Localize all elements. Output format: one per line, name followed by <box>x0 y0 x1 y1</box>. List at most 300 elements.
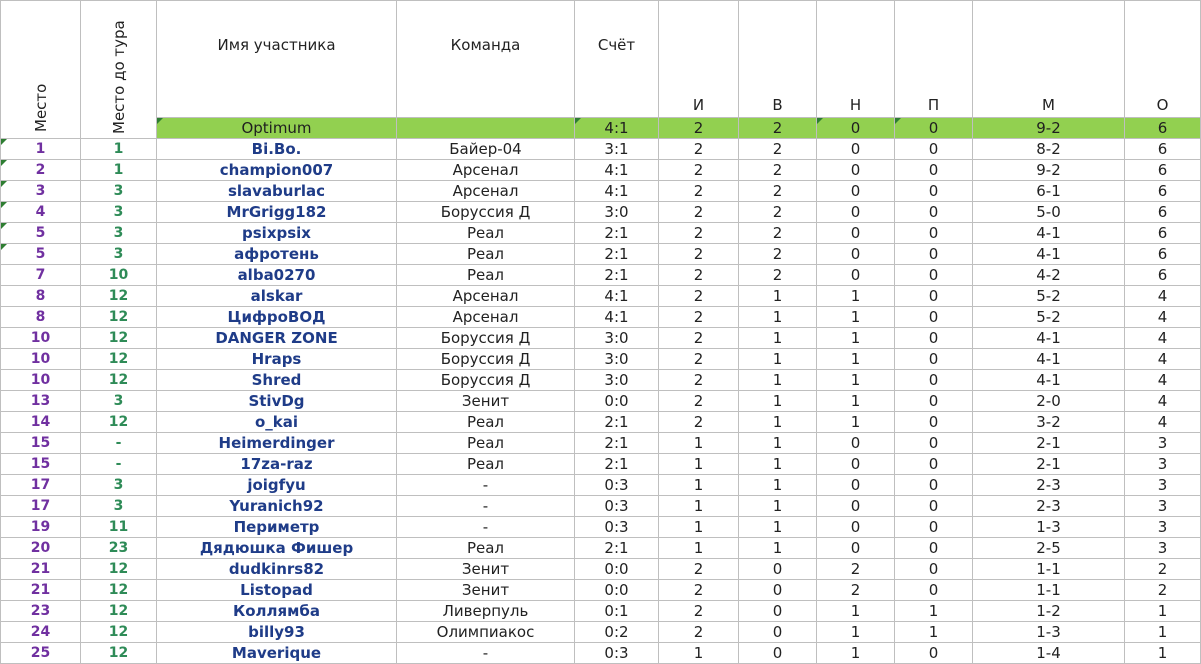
participant-name: афротень <box>157 244 397 265</box>
participant-name: StivDg <box>157 391 397 412</box>
team-cell: - <box>397 496 575 517</box>
goals-cell: 8-2 <box>973 139 1125 160</box>
place-cell: 17 <box>1 475 81 496</box>
prev-place-cell: - <box>81 454 157 475</box>
prev-place-cell: - <box>81 433 157 454</box>
goals-cell: 2-3 <box>973 496 1125 517</box>
draws-cell: 0 <box>817 517 895 538</box>
optimum-points: 6 <box>1125 118 1201 139</box>
optimum-draws: 0 <box>817 118 895 139</box>
goals-cell: 1-1 <box>973 580 1125 601</box>
place-cell: 15 <box>1 433 81 454</box>
team-cell: - <box>397 643 575 664</box>
header-losses: П <box>895 1 973 118</box>
prev-place-cell: 23 <box>81 538 157 559</box>
wins-cell: 1 <box>739 496 817 517</box>
score-cell: 2:1 <box>575 454 659 475</box>
prev-place-cell: 12 <box>81 328 157 349</box>
losses-cell: 0 <box>895 391 973 412</box>
participant-name: Heimerdinger <box>157 433 397 454</box>
participant-name: Коллямба <box>157 601 397 622</box>
games-cell: 2 <box>659 160 739 181</box>
place-cell: 25 <box>1 643 81 664</box>
participant-name: Yuranich92 <box>157 496 397 517</box>
score-cell: 0:0 <box>575 580 659 601</box>
optimum-wins: 2 <box>739 118 817 139</box>
points-cell: 3 <box>1125 475 1201 496</box>
wins-cell: 1 <box>739 454 817 475</box>
table-row <box>1 622 1201 643</box>
points-cell: 1 <box>1125 622 1201 643</box>
table-row <box>1 370 1201 391</box>
score-cell: 4:1 <box>575 307 659 328</box>
draws-cell: 0 <box>817 160 895 181</box>
prev-place-cell: 3 <box>81 202 157 223</box>
goals-cell: 4-1 <box>973 349 1125 370</box>
place-cell: 21 <box>1 559 81 580</box>
draws-cell: 1 <box>817 328 895 349</box>
wins-cell: 2 <box>739 244 817 265</box>
header-prev-place: Место до тура <box>109 20 128 134</box>
points-cell: 3 <box>1125 538 1201 559</box>
points-cell: 6 <box>1125 139 1201 160</box>
table-row <box>1 160 1201 181</box>
team-cell: Реал <box>397 454 575 475</box>
games-cell: 1 <box>659 517 739 538</box>
losses-cell: 0 <box>895 475 973 496</box>
wins-cell: 0 <box>739 580 817 601</box>
participant-name: alba0270 <box>157 265 397 286</box>
place-cell: 21 <box>1 580 81 601</box>
table-row <box>1 181 1201 202</box>
games-cell: 2 <box>659 286 739 307</box>
participant-name: Shred <box>157 370 397 391</box>
wins-cell: 1 <box>739 433 817 454</box>
draws-cell: 1 <box>817 412 895 433</box>
score-cell: 2:1 <box>575 433 659 454</box>
team-cell: Арсенал <box>397 181 575 202</box>
score-cell: 0:0 <box>575 391 659 412</box>
participant-name: Дядюшка Фишер <box>157 538 397 559</box>
table-row <box>1 307 1201 328</box>
draws-cell: 2 <box>817 580 895 601</box>
games-cell: 2 <box>659 202 739 223</box>
wins-cell: 0 <box>739 601 817 622</box>
table-row <box>1 328 1201 349</box>
header-goals: М <box>973 1 1125 118</box>
goals-cell: 5-2 <box>973 307 1125 328</box>
table-row <box>1 643 1201 664</box>
losses-cell: 0 <box>895 328 973 349</box>
wins-cell: 1 <box>739 475 817 496</box>
wins-cell: 1 <box>739 307 817 328</box>
draws-cell: 0 <box>817 433 895 454</box>
participant-name: joigfyu <box>157 475 397 496</box>
team-cell: - <box>397 517 575 538</box>
place-cell: 24 <box>1 622 81 643</box>
optimum-losses: 0 <box>895 118 973 139</box>
wins-cell: 1 <box>739 286 817 307</box>
goals-cell: 1-2 <box>973 601 1125 622</box>
place-cell: 5 <box>1 223 81 244</box>
score-cell: 3:0 <box>575 328 659 349</box>
goals-cell: 4-1 <box>973 223 1125 244</box>
score-cell: 4:1 <box>575 286 659 307</box>
games-cell: 1 <box>659 433 739 454</box>
draws-cell: 2 <box>817 559 895 580</box>
goals-cell: 2-3 <box>973 475 1125 496</box>
wins-cell: 0 <box>739 559 817 580</box>
points-cell: 6 <box>1125 181 1201 202</box>
score-cell: 0:0 <box>575 559 659 580</box>
points-cell: 6 <box>1125 223 1201 244</box>
team-cell: Реал <box>397 538 575 559</box>
draws-cell: 0 <box>817 496 895 517</box>
team-cell: Боруссия Д <box>397 328 575 349</box>
points-cell: 6 <box>1125 160 1201 181</box>
points-cell: 2 <box>1125 559 1201 580</box>
wins-cell: 0 <box>739 622 817 643</box>
draws-cell: 0 <box>817 202 895 223</box>
table-row <box>1 202 1201 223</box>
draws-cell: 0 <box>817 139 895 160</box>
losses-cell: 0 <box>895 433 973 454</box>
points-cell: 4 <box>1125 412 1201 433</box>
team-cell: Реал <box>397 412 575 433</box>
team-cell: Реал <box>397 223 575 244</box>
participant-name: psixpsix <box>157 223 397 244</box>
prev-place-cell: 3 <box>81 496 157 517</box>
header-prev-place-cell <box>81 1 157 139</box>
table-row <box>1 412 1201 433</box>
points-cell: 3 <box>1125 433 1201 454</box>
team-cell: Зенит <box>397 559 575 580</box>
participant-name: slavaburlac <box>157 181 397 202</box>
goals-cell: 1-3 <box>973 517 1125 538</box>
goals-cell: 4-1 <box>973 328 1125 349</box>
place-cell: 10 <box>1 328 81 349</box>
team-cell: Олимпиакос <box>397 622 575 643</box>
table-row <box>1 538 1201 559</box>
prev-place-cell: 12 <box>81 601 157 622</box>
goals-cell: 4-2 <box>973 265 1125 286</box>
wins-cell: 1 <box>739 349 817 370</box>
team-cell: Зенит <box>397 580 575 601</box>
header-place: Место <box>31 83 50 132</box>
losses-cell: 0 <box>895 643 973 664</box>
score-cell: 2:1 <box>575 223 659 244</box>
header-wins: В <box>739 1 817 118</box>
games-cell: 2 <box>659 307 739 328</box>
wins-cell: 2 <box>739 223 817 244</box>
prev-place-cell: 12 <box>81 559 157 580</box>
games-cell: 1 <box>659 643 739 664</box>
place-cell: 2 <box>1 160 81 181</box>
place-cell: 10 <box>1 370 81 391</box>
games-cell: 2 <box>659 412 739 433</box>
points-cell: 3 <box>1125 454 1201 475</box>
participant-name: Listopad <box>157 580 397 601</box>
place-cell: 19 <box>1 517 81 538</box>
place-cell: 20 <box>1 538 81 559</box>
goals-cell: 4-1 <box>973 370 1125 391</box>
wins-cell: 1 <box>739 370 817 391</box>
prev-place-cell: 1 <box>81 160 157 181</box>
team-cell: Боруссия Д <box>397 370 575 391</box>
prev-place-cell: 12 <box>81 286 157 307</box>
draws-cell: 1 <box>817 349 895 370</box>
team-cell: Реал <box>397 265 575 286</box>
goals-cell: 4-1 <box>973 244 1125 265</box>
prev-place-cell: 12 <box>81 622 157 643</box>
score-cell: 0:3 <box>575 643 659 664</box>
points-cell: 6 <box>1125 244 1201 265</box>
table-row <box>1 601 1201 622</box>
header-name: Имя участника <box>157 1 397 118</box>
draws-cell: 1 <box>817 643 895 664</box>
team-cell: Боруссия Д <box>397 202 575 223</box>
place-cell: 13 <box>1 391 81 412</box>
draws-cell: 0 <box>817 454 895 475</box>
wins-cell: 1 <box>739 391 817 412</box>
losses-cell: 0 <box>895 412 973 433</box>
score-cell: 3:0 <box>575 349 659 370</box>
table-row <box>1 265 1201 286</box>
team-cell: Байер-04 <box>397 139 575 160</box>
table-row <box>1 349 1201 370</box>
games-cell: 2 <box>659 244 739 265</box>
points-cell: 4 <box>1125 286 1201 307</box>
team-cell: Реал <box>397 244 575 265</box>
participant-name: Bi.Bo. <box>157 139 397 160</box>
participant-name: Hraps <box>157 349 397 370</box>
losses-cell: 1 <box>895 601 973 622</box>
prev-place-cell: 1 <box>81 139 157 160</box>
draws-cell: 0 <box>817 475 895 496</box>
games-cell: 2 <box>659 265 739 286</box>
team-cell: Ливерпуль <box>397 601 575 622</box>
optimum-row <box>1 118 1201 139</box>
participant-name: 17za-raz <box>157 454 397 475</box>
wins-cell: 1 <box>739 517 817 538</box>
score-cell: 2:1 <box>575 265 659 286</box>
prev-place-cell: 3 <box>81 475 157 496</box>
table-row <box>1 391 1201 412</box>
participant-name: Периметр <box>157 517 397 538</box>
games-cell: 2 <box>659 601 739 622</box>
draws-cell: 1 <box>817 391 895 412</box>
score-cell: 2:1 <box>575 538 659 559</box>
wins-cell: 2 <box>739 181 817 202</box>
games-cell: 1 <box>659 538 739 559</box>
table-row <box>1 286 1201 307</box>
optimum-name: Optimum <box>157 118 397 139</box>
games-cell: 2 <box>659 559 739 580</box>
draws-cell: 0 <box>817 538 895 559</box>
wins-cell: 1 <box>739 538 817 559</box>
score-cell: 3:1 <box>575 139 659 160</box>
place-cell: 3 <box>1 181 81 202</box>
wins-cell: 2 <box>739 160 817 181</box>
place-cell: 23 <box>1 601 81 622</box>
games-cell: 2 <box>659 391 739 412</box>
goals-cell: 9-2 <box>973 160 1125 181</box>
wins-cell: 0 <box>739 643 817 664</box>
points-cell: 4 <box>1125 307 1201 328</box>
score-cell: 0:2 <box>575 622 659 643</box>
team-cell: Арсенал <box>397 307 575 328</box>
goals-cell: 5-2 <box>973 286 1125 307</box>
draws-cell: 0 <box>817 244 895 265</box>
prev-place-cell: 3 <box>81 244 157 265</box>
games-cell: 1 <box>659 496 739 517</box>
losses-cell: 0 <box>895 559 973 580</box>
score-cell: 0:3 <box>575 475 659 496</box>
score-cell: 0:3 <box>575 496 659 517</box>
place-cell: 17 <box>1 496 81 517</box>
optimum-score: 4:1 <box>575 118 659 139</box>
goals-cell: 6-1 <box>973 181 1125 202</box>
games-cell: 2 <box>659 622 739 643</box>
games-cell: 1 <box>659 454 739 475</box>
prev-place-cell: 11 <box>81 517 157 538</box>
losses-cell: 0 <box>895 538 973 559</box>
games-cell: 2 <box>659 370 739 391</box>
table-row <box>1 496 1201 517</box>
participant-name: ЦифроВОД <box>157 307 397 328</box>
goals-cell: 1-3 <box>973 622 1125 643</box>
place-cell: 4 <box>1 202 81 223</box>
table-row <box>1 223 1201 244</box>
prev-place-cell: 3 <box>81 181 157 202</box>
losses-cell: 0 <box>895 307 973 328</box>
losses-cell: 0 <box>895 160 973 181</box>
goals-cell: 2-1 <box>973 433 1125 454</box>
score-cell: 3:0 <box>575 202 659 223</box>
wins-cell: 1 <box>739 328 817 349</box>
prev-place-cell: 10 <box>81 265 157 286</box>
losses-cell: 1 <box>895 622 973 643</box>
losses-cell: 0 <box>895 580 973 601</box>
losses-cell: 0 <box>895 517 973 538</box>
games-cell: 2 <box>659 328 739 349</box>
prev-place-cell: 12 <box>81 412 157 433</box>
losses-cell: 0 <box>895 139 973 160</box>
points-cell: 4 <box>1125 370 1201 391</box>
wins-cell: 2 <box>739 265 817 286</box>
score-cell: 4:1 <box>575 160 659 181</box>
team-cell: - <box>397 475 575 496</box>
points-cell: 3 <box>1125 496 1201 517</box>
table-row <box>1 244 1201 265</box>
participant-name: alskar <box>157 286 397 307</box>
participant-name: dudkinrs82 <box>157 559 397 580</box>
header-place-cell <box>1 1 81 139</box>
games-cell: 2 <box>659 580 739 601</box>
points-cell: 1 <box>1125 601 1201 622</box>
goals-cell: 5-0 <box>973 202 1125 223</box>
wins-cell: 1 <box>739 412 817 433</box>
score-cell: 0:3 <box>575 517 659 538</box>
goals-cell: 1-1 <box>973 559 1125 580</box>
team-cell: Зенит <box>397 391 575 412</box>
goals-cell: 3-2 <box>973 412 1125 433</box>
header-row <box>1 1 1201 118</box>
score-cell: 2:1 <box>575 412 659 433</box>
place-cell: 8 <box>1 307 81 328</box>
participant-name: Maverique <box>157 643 397 664</box>
draws-cell: 1 <box>817 370 895 391</box>
participant-name: DANGER ZONE <box>157 328 397 349</box>
losses-cell: 0 <box>895 370 973 391</box>
team-cell: Боруссия Д <box>397 349 575 370</box>
losses-cell: 0 <box>895 454 973 475</box>
participant-name: champion007 <box>157 160 397 181</box>
header-score: Счёт <box>575 1 659 118</box>
draws-cell: 1 <box>817 601 895 622</box>
place-cell: 14 <box>1 412 81 433</box>
points-cell: 6 <box>1125 202 1201 223</box>
wins-cell: 2 <box>739 139 817 160</box>
prev-place-cell: 12 <box>81 307 157 328</box>
header-team: Команда <box>397 1 575 118</box>
draws-cell: 1 <box>817 286 895 307</box>
place-cell: 1 <box>1 139 81 160</box>
table-row <box>1 580 1201 601</box>
score-cell: 2:1 <box>575 244 659 265</box>
games-cell: 2 <box>659 349 739 370</box>
place-cell: 7 <box>1 265 81 286</box>
prev-place-cell: 12 <box>81 580 157 601</box>
games-cell: 2 <box>659 139 739 160</box>
score-cell: 3:0 <box>575 370 659 391</box>
place-cell: 8 <box>1 286 81 307</box>
points-cell: 4 <box>1125 349 1201 370</box>
table-row <box>1 139 1201 160</box>
place-cell: 10 <box>1 349 81 370</box>
prev-place-cell: 12 <box>81 370 157 391</box>
points-cell: 3 <box>1125 517 1201 538</box>
table-row <box>1 559 1201 580</box>
games-cell: 1 <box>659 475 739 496</box>
place-cell: 5 <box>1 244 81 265</box>
losses-cell: 0 <box>895 349 973 370</box>
draws-cell: 0 <box>817 265 895 286</box>
place-cell: 15 <box>1 454 81 475</box>
table-row <box>1 454 1201 475</box>
team-cell: Реал <box>397 433 575 454</box>
goals-cell: 1-4 <box>973 643 1125 664</box>
score-cell: 4:1 <box>575 181 659 202</box>
team-cell: Арсенал <box>397 286 575 307</box>
header-games: И <box>659 1 739 118</box>
header-points: О <box>1125 1 1201 118</box>
participant-name: o_kai <box>157 412 397 433</box>
participant-name: billy93 <box>157 622 397 643</box>
table-row <box>1 475 1201 496</box>
points-cell: 6 <box>1125 265 1201 286</box>
wins-cell: 2 <box>739 202 817 223</box>
losses-cell: 0 <box>895 223 973 244</box>
prev-place-cell: 3 <box>81 391 157 412</box>
optimum-goals: 9-2 <box>973 118 1125 139</box>
table-row <box>1 517 1201 538</box>
draws-cell: 0 <box>817 181 895 202</box>
header-draws: Н <box>817 1 895 118</box>
goals-cell: 2-1 <box>973 454 1125 475</box>
games-cell: 2 <box>659 181 739 202</box>
losses-cell: 0 <box>895 202 973 223</box>
